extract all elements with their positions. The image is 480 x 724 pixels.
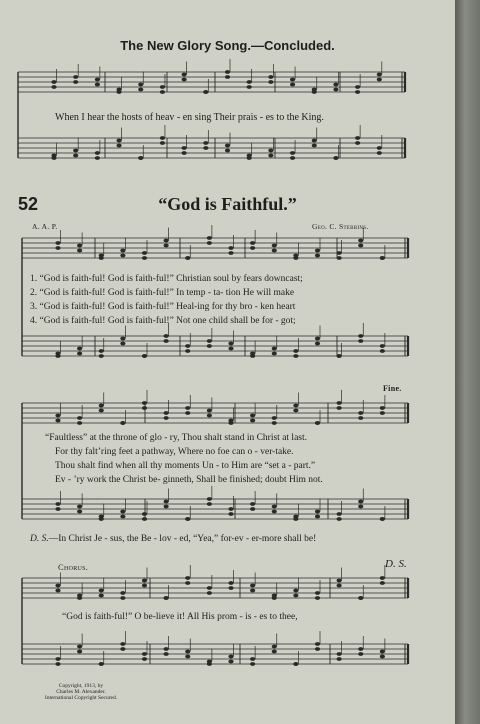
ds-text: —In Christ Je - sus, the Be - lov - ed, “Yea,” for-ev - er-more shall be! bbox=[48, 534, 317, 544]
second-line-1: “Faultless” at the throne of glo - ry, Thou shalt stand in Christ at last. bbox=[45, 433, 307, 443]
top-lyric-line: When I hear the hosts of heav - en sing Their prais - es to the King. bbox=[55, 112, 324, 123]
author-credit: A. A. P. bbox=[32, 222, 58, 231]
second-line-2: For thy falt’ring feet a pathway, Where no foe can o - ver-take. bbox=[55, 447, 294, 457]
verse-line-1: 1. “God is faith-ful! God is faith-ful!” Christian soul by fears downcast; bbox=[30, 274, 303, 284]
chorus-lyric-line: “God is faith-ful!” O be-lieve it! All His prom - is - es to thee, bbox=[62, 612, 298, 622]
chorus-label: Chorus. bbox=[58, 562, 89, 572]
second-line-4: Ev - ’ry work the Christ be- ginneth, Shall be finished; doubt Him not. bbox=[55, 475, 323, 485]
verse-line-3: 3. “God is faith-ful! God is faith-ful!” Heal-ing for thy bro - ken heart bbox=[30, 302, 296, 312]
book-spine bbox=[455, 0, 480, 724]
verse-line-4: 4. “God is faith-ful! God is faith-ful!” Not one child shall be for - got; bbox=[30, 316, 296, 326]
hymn-number: 52 bbox=[18, 194, 39, 214]
copyright-line-2: Charles M. Alexander. bbox=[56, 689, 106, 696]
copyright-line-1: Copyright, 1913, by bbox=[58, 683, 104, 689]
fine-label: Fine. bbox=[383, 384, 402, 393]
copyright-line-3: International Copyright Secured. bbox=[44, 695, 118, 702]
ds-mark: D. S. bbox=[385, 558, 407, 570]
hymn-title: “God is Faithful.” bbox=[158, 194, 297, 214]
top-song-title: The New Glory Song.—Concluded. bbox=[120, 38, 335, 53]
second-line-3: Thou shalt find when all thy moments Un - to Him are “set a - part.” bbox=[55, 461, 316, 471]
verse-line-2: 2. “God is faith-ful! God is faith-ful!” In temp - ta- tion He will make bbox=[30, 288, 295, 298]
composer-credit: Geo. C. Stebbins. bbox=[312, 222, 369, 231]
ds-prefix: D. S. bbox=[30, 534, 49, 544]
